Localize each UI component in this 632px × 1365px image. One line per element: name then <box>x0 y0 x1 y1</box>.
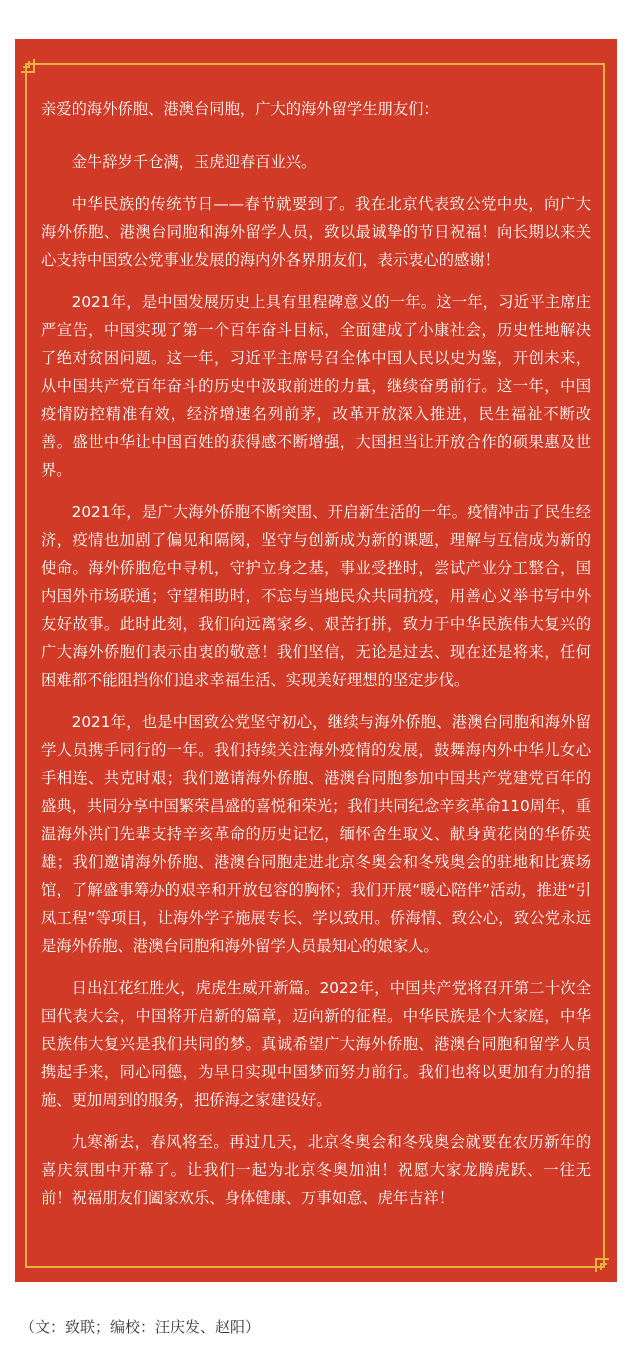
letter-paragraph: 2021年，是中国发展历史上具有里程碑意义的一年。这一年，习近平主席庄严宣告，中国实现了第一个百年奋斗目标，全面建成了小康社会，历史性地解决了绝对贫困问题。这一年，习近平主席号召全体中国人民以史为鉴，开创未来，从中国共产党百年奋斗的历史中汲取前进的力量，继续奋勇前行。这一年，中国疫情防控精准有效，经济增速名列前茅，改革开放深入推进，民生福祉不断改善。盛世中华让中国百姓的获得感不断增强，大国担当让开放合作的硕果惠及世界。 <box>41 293 591 479</box>
letter-paragraph: 中华民族的传统节日——春节就要到了。我在北京代表致公党中央，向广大海外侨胞、港澳台同胞和海外留学人员，致以最诚挚的节日祝福！向长期以来关心支持中国致公党事业发展的海内外各界朋友们，表示衷心的感谢！ <box>41 195 591 269</box>
corner-ornament-icon <box>595 1258 609 1272</box>
letter-card <box>15 39 617 1282</box>
letter-paragraph: 九寒渐去，春风将至。再过几天，北京冬奥会和冬残奥会就要在农历新年的喜庆氛围中开幕了。让我们一起为北京冬奥加油！祝愿大家龙腾虎跃、一往无前！祝福朋友们阖家欢乐、身体健康、万事如意、虎年吉祥！ <box>41 1133 591 1207</box>
article-credit: （文：致联；编校：汪庆发、赵阳） <box>20 1318 261 1336</box>
letter-body <box>41 95 591 1226</box>
corner-ornament-icon <box>21 59 35 73</box>
letter-greeting: 亲爱的海外侨胞、港澳台同胞，广大的海外留学生朋友们： <box>41 100 439 118</box>
letter-paragraph: 日出江花红胜火，虎虎生威开新篇。2022年，中国共产党将召开第二十次全国代表大会，中国将开启新的篇章，迈向新的征程。中华民族是个大家庭，中华民族伟大复兴是我们共同的梦。真诚希望广大海外侨胞、港澳台同胞和留学人员携起手来，同心同德，为早日实现中国梦而努力前行。我们也将以更加有力的措施、更加周到的服务，把侨海之家建设好。 <box>41 979 591 1109</box>
letter-paragraph: 2021年，是广大海外侨胞不断突围、开启新生活的一年。疫情冲击了民生经济，疫情也加剧了偏见和隔阂，坚守与创新成为新的课题，理解与互信成为新的使命。海外侨胞危中寻机，守护立身之基，事业受挫时，尝试产业分工整合，国内国外市场联通；守望相助时，不忘与当地民众共同抗疫，用善心义举书写中外友好故事。此时此刻，我们向远离家乡、艰苦打拼，致力于中华民族伟大复兴的广大海外侨胞们表示由衷的敬意！我们坚信，无论是过去、现在还是将来，任何困难都不能阻挡你们追求幸福生活、实现美好理想的坚定步伐。 <box>41 503 591 689</box>
letter-paragraph: 金牛辞岁千仓满，玉虎迎春百业兴。 <box>71 153 317 171</box>
letter-paragraph: 2021年，也是中国致公党坚守初心，继续与海外侨胞、港澳台同胞和海外留学人员携手同行的一年。我们持续关注海外疫情的发展，鼓舞海内外中华儿女心手相连、共克时艰；我们邀请海外侨胞、港澳台同胞参加中国共产党建党百年的盛典，共同分享中国繁荣昌盛的喜悦和荣光；我们共同纪念辛亥革命110周年，重温海外洪门先辈支持辛亥革命的历史记忆，缅怀舍生取义、献身黄花岗的华侨英雄；我们邀请海外侨胞、港澳台同胞走进北京冬奥会和冬残奥会的驻地和比赛场馆，了解盛事筹办的艰辛和开放包容的胸怀；我们开展“暖心陪伴”活动，推进“引凤工程”等项目，让海外学子施展专长、学以致用。侨海情、致公心，致公党永远是海外侨胞、港澳台同胞和海外留学人员最知心的娘家人。 <box>41 713 591 955</box>
